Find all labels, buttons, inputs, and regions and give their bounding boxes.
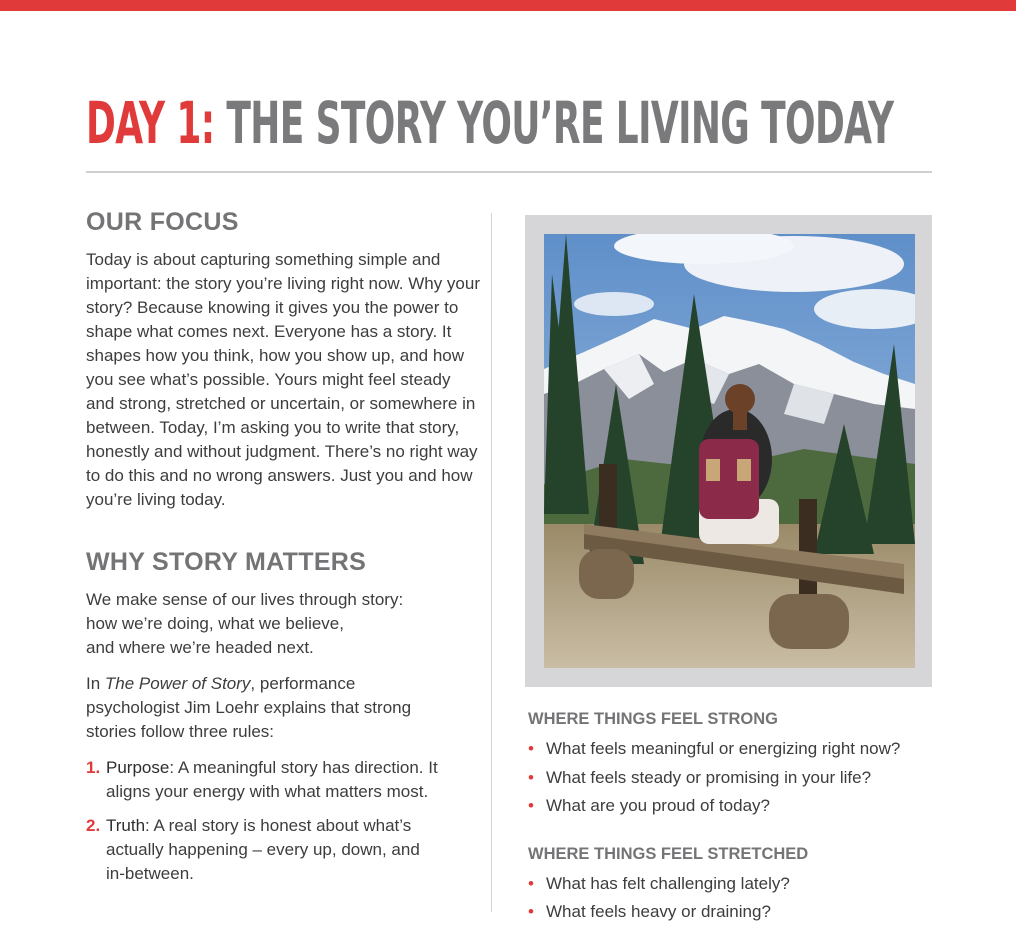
why-p1-line1: We make sense of our lives through story: bbox=[86, 590, 404, 609]
rule-item bbox=[86, 814, 436, 886]
rule-term: Purpose bbox=[106, 758, 170, 777]
why-paragraph-2 bbox=[86, 672, 446, 744]
why-p2-pre: In bbox=[86, 674, 105, 693]
photo-frame bbox=[525, 215, 932, 687]
column-divider bbox=[491, 213, 492, 912]
rule-text: : A meaningful story has direction. It aligns your energy with what matters most. bbox=[106, 758, 438, 801]
title-text: THE STORY YOU’RE LIVING TODAY bbox=[226, 89, 894, 157]
question-item: • What feels meaningful or energizing right now? bbox=[528, 735, 932, 764]
question-item: • What feels heavy or draining? bbox=[528, 898, 932, 927]
why-heading: WHY STORY MATTERS bbox=[86, 548, 367, 576]
rule-item bbox=[86, 756, 466, 804]
why-p2-post: , performance psychologist Jim Loehr explains that strong stories follow three rules: bbox=[86, 674, 412, 741]
stretched-heading: WHERE THINGS FEEL STRETCHED bbox=[528, 844, 809, 863]
rule-text: : A real story is honest about what’s actually happening – every up, down, and in-between. bbox=[106, 816, 420, 883]
title-divider bbox=[86, 171, 932, 173]
right-column bbox=[528, 707, 932, 927]
question-item: • What are you proud of today? bbox=[528, 792, 932, 821]
rules-list bbox=[86, 756, 481, 886]
mountain-hiker-photo bbox=[544, 234, 915, 668]
focus-body: Today is about capturing something simple and important: the story you’re living right now. Why your story? Because knowing it gives you the power to shape what comes next. Everyone has a story. It shapes how you think, how you show up, and how you see what’s possible. Yours might feel steady and strong, stretched or uncertain, or somewhere in between. Today, I’m asking you to write that story, honestly and without judgment. There’s no right way to do this and no wrong answers. Just you and how you’re living today. bbox=[86, 250, 480, 509]
top-accent-bar bbox=[0, 0, 1016, 11]
rule-number: 2. bbox=[86, 816, 101, 835]
question-item: • What has felt challenging lately? bbox=[528, 870, 932, 899]
title-day: DAY 1: bbox=[86, 89, 215, 157]
photo-illustration bbox=[544, 234, 915, 668]
why-paragraph-1 bbox=[86, 588, 481, 660]
why-p1-line3: and where we’re headed next. bbox=[86, 638, 314, 657]
focus-heading: OUR FOCUS bbox=[86, 208, 239, 236]
strong-heading: WHERE THINGS FEEL STRONG bbox=[528, 710, 778, 728]
strong-questions bbox=[528, 735, 932, 821]
rule-term: Truth bbox=[106, 816, 146, 835]
question-item: • What feels steady or promising in your life? bbox=[528, 764, 932, 793]
page-title bbox=[86, 86, 893, 160]
book-title: The Power of Story bbox=[104, 674, 251, 693]
why-p1-line2: how we’re doing, what we believe, bbox=[86, 614, 344, 633]
left-column bbox=[86, 205, 481, 896]
rule-number: 1. bbox=[86, 758, 101, 777]
stretched-questions bbox=[528, 870, 932, 927]
